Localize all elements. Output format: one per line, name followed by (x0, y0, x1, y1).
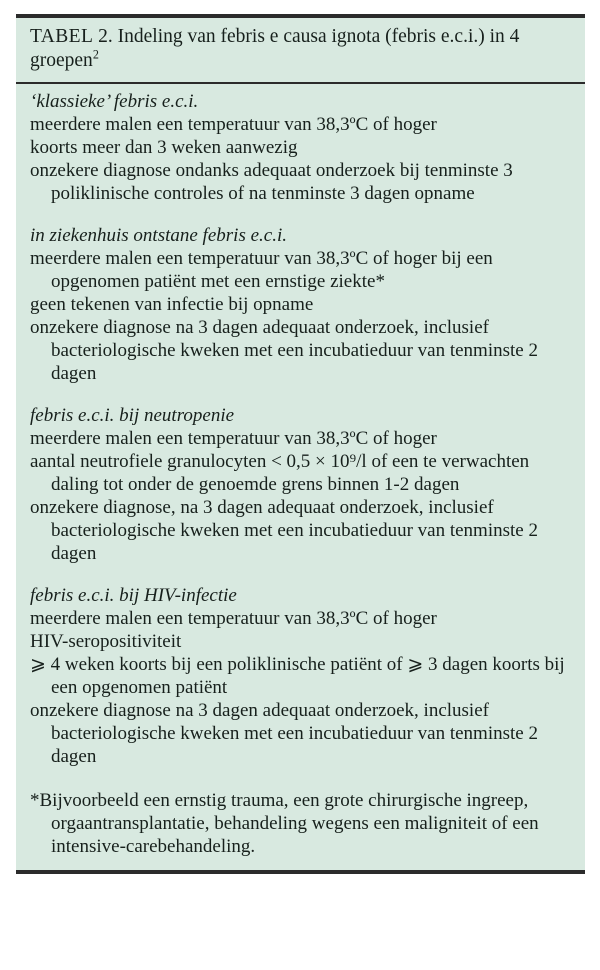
bottom-rule (16, 870, 585, 874)
group-heading: febris e.c.i. bij neutropenie (30, 405, 235, 426)
criterion-item: onzekere diagnose na 3 dagen adequaat onderzoek, inclusief bacteriologische kweken met een incubatieduur van tenminste 2 dagen (30, 317, 538, 384)
criterion-item: meerdere malen een temperatuur van 38,3ºC of hoger bij een opgenomen patiënt met een ernstige ziekte* (30, 248, 493, 292)
group-ziekenhuis (30, 224, 571, 385)
group-heading: febris e.c.i. bij HIV-infectie (30, 585, 237, 606)
group-heading: ‘klassieke’ febris e.c.i. (30, 91, 199, 112)
group-heading: in ziekenhuis ontstane febris e.c.i. (30, 225, 287, 246)
criterion-item: meerdere malen een temperatuur van 38,3ºC of hoger (30, 608, 437, 629)
caption-reference-marker: 2 (92, 47, 99, 62)
table-figure (16, 14, 585, 874)
criterion-item: meerdere malen een temperatuur van 38,3ºC of hoger (30, 114, 437, 135)
table-body (16, 84, 585, 870)
criterion-item: onzekere diagnose na 3 dagen adequaat onderzoek, inclusief bacteriologische kweken met een incubatieduur van tenminste 2 dagen (30, 700, 538, 767)
criterion-item: meerdere malen een temperatuur van 38,3ºC of hoger (30, 428, 437, 449)
footnote-text: *Bijvoorbeeld een ernstig trauma, een grote chirurgische ingreep, orgaantransplantatie, behandeling wegens een maligniteit of een intensive-carebehandeling. (30, 790, 539, 857)
footnote-block (30, 789, 571, 858)
group-hiv (30, 584, 571, 768)
criterion-item: onzekere diagnose, na 3 dagen adequaat onderzoek, inclusief bacteriologische kweken met een incubatieduur van tenminste 2 dagen (30, 497, 538, 564)
criterion-item: HIV-seropositiviteit (30, 631, 182, 652)
criterion-item: koorts meer dan 3 weken aanwezig (30, 137, 298, 158)
group-klassieke (30, 90, 571, 205)
table-caption-text: 2. Indeling van febris e causa ignota (febris e.c.i.) in 4 groepen (30, 26, 520, 71)
criterion-item: geen tekenen van infectie bij opname (30, 294, 314, 315)
table-caption (16, 18, 585, 82)
group-neutropenie (30, 404, 571, 565)
criterion-item: onzekere diagnose ondanks adequaat onderzoek bij tenminste 3 poliklinische controles of na tenminste 3 dagen opname (30, 160, 513, 204)
criterion-item: ⩾ 4 weken koorts bij een poliklinische patiënt of ⩾ 3 dagen koorts bij een opgenomen patiënt (30, 654, 565, 698)
table-label: TABEL (30, 26, 94, 47)
criterion-item: aantal neutrofiele granulocyten < 0,5 × 10⁹/l of een te verwachten daling tot onder de genoemde grens binnen 1-2 dagen (30, 451, 530, 495)
